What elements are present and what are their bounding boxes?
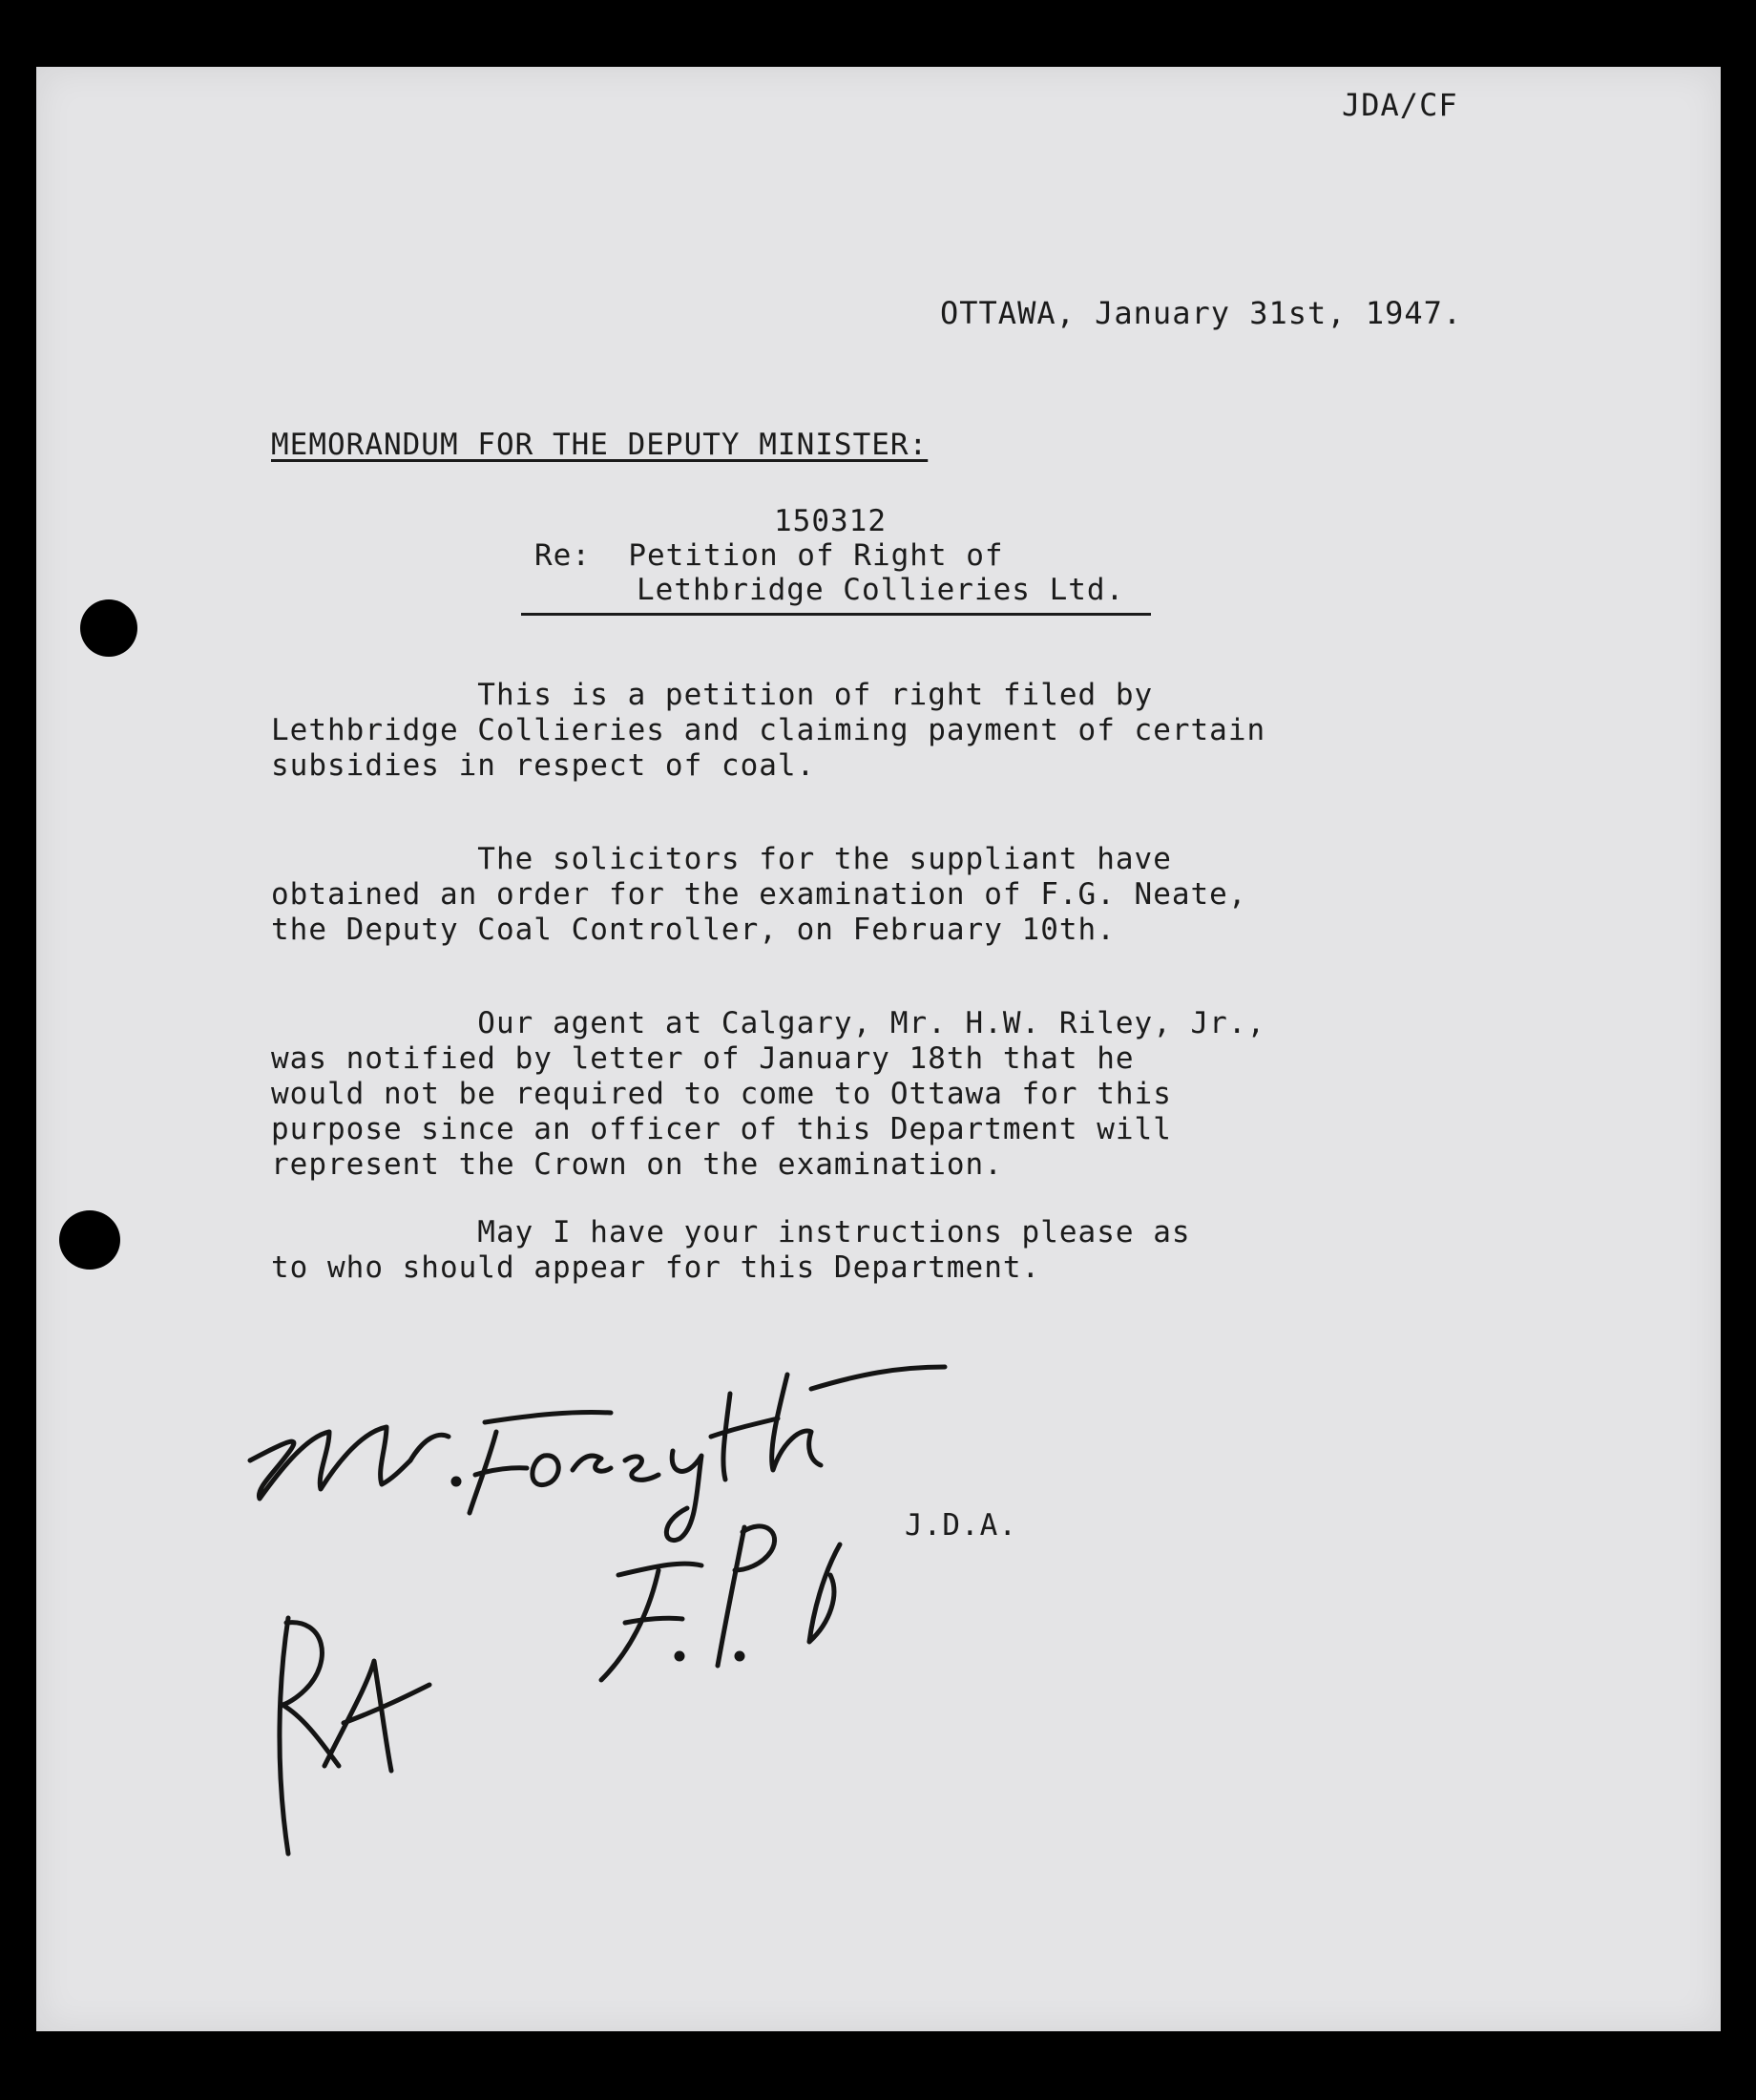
handwritten-note-mr-forsyth [250,1367,945,1541]
handwritten-initials-ra [280,1618,429,1854]
date-line: OTTAWA, January 31st, 1947. [940,295,1463,331]
paragraph-2: The solicitors for the suppliant have obtained an order for the examination of F.G. Neate, the Deputy Coal Controller, on February 10th. [271,842,1247,947]
subject-line-1: Re: Petition of Right of [534,538,1004,573]
subject-line-2: Lethbridge Collieries Ltd. [637,573,1125,607]
paragraph-1: This is a petition of right filed by Lethbridge Collieries and claiming payment of certain subsidies in respect of coal. [271,678,1266,783]
paragraph-4: May I have your instructions please as to who should appear for this Department. [271,1215,1191,1285]
reference-code: JDA/CF [1342,87,1458,123]
memo-heading: MEMORANDUM FOR THE DEPUTY MINISTER: [271,428,929,462]
handwritten-initials-fpv [601,1526,840,1680]
paragraph-3: Our agent at Calgary, Mr. H.W. Riley, Jr., was notified by letter of January 18th that he would not be required to come to Ottawa for this purpose since an officer of this Department will represent the Crown on the examination. [271,1006,1266,1182]
file-number: 150312 [774,504,887,538]
typed-initials: J.D.A. [905,1508,1017,1543]
